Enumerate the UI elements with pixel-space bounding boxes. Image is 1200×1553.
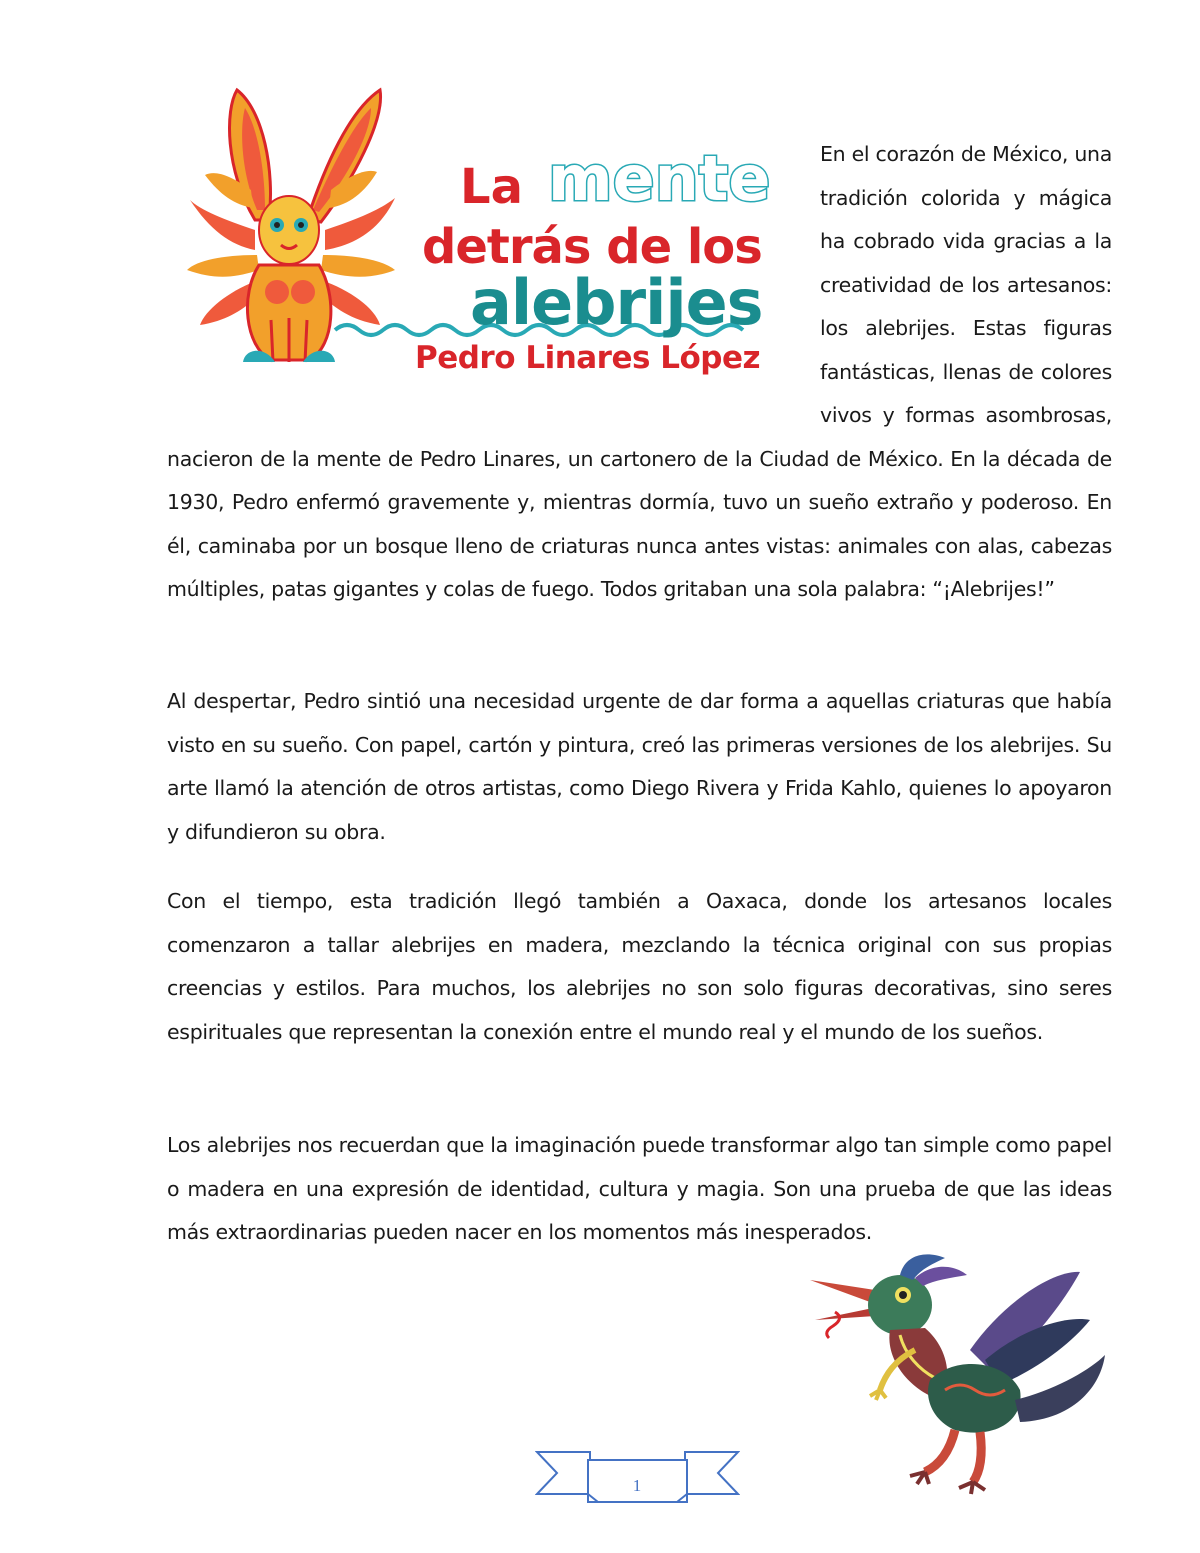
logo-wrap-spacer: [167, 133, 820, 395]
article-paragraph-2: [167, 680, 1112, 854]
article-paragraph-3: [167, 880, 1112, 1054]
logo-title-mente: mente: [548, 142, 771, 215]
logo-title-la: La: [460, 159, 523, 215]
page-number: 1: [632, 1476, 642, 1495]
article-paragraph-1: [167, 133, 1112, 612]
logo-title-detras: detrás de los: [422, 219, 762, 275]
paragraph-text: En el corazón de México, una tradición colorida y mágica ha cobrado vida gracias a la creatividad de los artesanos: los alebrijes. Estas figuras fantásticas, llenas de colores vivos y formas asombrosas, nacieron de la mente de Pedro Linares, un cartonero de la Ciudad de México. En la década de 1930, Pedro enfermó gravemente y, mientras dormía, tuvo un sueño extraño y poderoso. En él, caminaba por un bosque lleno de criaturas nunca antes vistas: animales con alas, cabezas múltiples, patas gigantes y colas de fuego. Todos gritaban una sola palabra: “¡Alebrijes!”: [167, 142, 1112, 601]
logo-title-alebrijes: alebrijes: [470, 266, 763, 339]
alebrije-bird-icon: [805, 1250, 1110, 1495]
paragraph-text: Al despertar, Pedro sintió una necesidad urgente de dar forma a aquellas criaturas que había visto en su sueño. Con papel, cartón y pintura, creó las primeras versiones de los alebrijes. Su arte llamó la atención de otros artistas, como Diego Rivera y Frida Kahlo, quienes lo apoyaron y difundieron su obra.: [167, 689, 1112, 844]
article-paragraph-4: [167, 1124, 1112, 1255]
logo-author: Pedro Linares López: [415, 340, 761, 376]
alebrije-bird-illustration: [805, 1250, 1110, 1495]
paragraph-text: Los alebrijes nos recuerdan que la imaginación puede transformar algo tan simple como papel o madera en una expresión de identidad, cultura y magia. Son una prueba de que las ideas más extraordinarias pueden nacer en los momentos más inesperados.: [167, 1133, 1112, 1244]
paragraph-text: Con el tiempo, esta tradición llegó también a Oaxaca, donde los artesanos locales comenzaron a tallar alebrijes en madera, mezclando la técnica original con sus propias creencias y estilos. Para muchos, los alebrijes no son solo figuras decorativas, sino seres espirituales que representan la conexión entre el mundo real y el mundo de los sueños.: [167, 889, 1112, 1044]
